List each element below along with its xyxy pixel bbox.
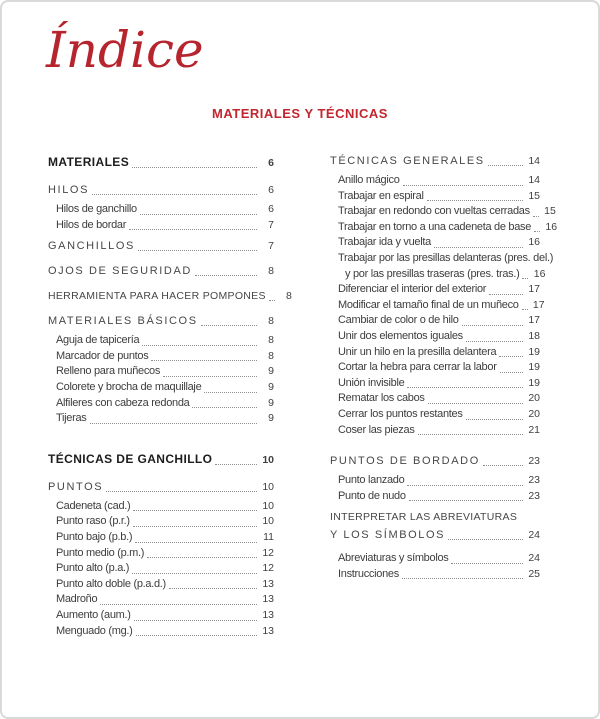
toc-entry-label: Marcador de puntos [56, 349, 149, 362]
dotted-leader [407, 387, 523, 388]
toc-entry-label: HILOS [48, 184, 90, 196]
dotted-leader [129, 229, 257, 230]
toc-row [48, 411, 274, 427]
toc-entry-label: INTERPRETAR LAS ABREVIATURAS [330, 511, 518, 524]
toc-row [48, 154, 274, 171]
toc-page-number: 19 [528, 345, 540, 358]
toc-entry-label: Alfileres con cabeza redonda [56, 396, 190, 409]
toc-entry-label: Modificar el tamaño final de un muñeco [338, 298, 519, 311]
dotted-leader [269, 300, 275, 301]
toc-page-number: 17 [532, 298, 545, 311]
toc-entry-label: MATERIALES BÁSICOS [48, 315, 198, 328]
dotted-leader [483, 465, 523, 466]
toc-row [330, 407, 540, 423]
toc-page-number: 25 [528, 567, 540, 580]
toc-page-number: 14 [528, 155, 540, 167]
toc-row [48, 546, 274, 562]
dotted-leader [134, 620, 257, 621]
toc-row [330, 267, 546, 283]
dotted-leader [192, 407, 257, 408]
toc-row [48, 349, 274, 365]
toc-entry-label: Abreviaturas y símbolos [338, 552, 449, 565]
dotted-leader [407, 485, 523, 486]
toc-entry-label: OJOS DE SEGURIDAD [48, 265, 192, 278]
toc-page-number: 24 [528, 552, 540, 565]
toc-column-left [48, 154, 292, 639]
toc-row [48, 380, 274, 396]
toc-row [48, 239, 274, 254]
toc-row [48, 451, 274, 468]
toc-row [48, 183, 274, 198]
toc-entry-label: Aguja de tapicería [56, 334, 140, 347]
toc-row [330, 391, 540, 407]
dotted-leader [147, 557, 257, 558]
toc-row [330, 313, 540, 329]
toc-page-number: 8 [268, 315, 274, 328]
toc-page-number: 14 [528, 174, 540, 186]
toc-page-number: 21 [528, 423, 540, 436]
dotted-leader [402, 578, 523, 579]
dotted-leader [418, 434, 523, 435]
toc-page-number: 24 [528, 529, 540, 542]
toc-page-number: 6 [268, 203, 274, 215]
toc-row [330, 551, 540, 567]
toc-entry-label: Punto de nudo [338, 489, 406, 502]
toc-page-number: 10 [262, 515, 274, 528]
dotted-leader [466, 419, 523, 420]
dotted-leader [138, 250, 257, 251]
toc-page-number: 7 [268, 240, 274, 253]
toc-page-number: 10 [262, 499, 274, 512]
toc-page-number: 13 [262, 624, 274, 637]
toc-page-number: 9 [268, 412, 274, 425]
dotted-leader [448, 539, 523, 540]
toc-row [48, 364, 274, 380]
toc-entry-label: HERRAMIENTA PARA HACER POMPONES [48, 290, 266, 303]
toc-page-number: 8 [268, 349, 274, 362]
toc-row [330, 329, 540, 345]
toc-columns [48, 154, 558, 639]
toc-entry-label: Madroño [56, 593, 98, 606]
dotted-leader [133, 510, 257, 511]
toc-page-number: 8 [268, 334, 274, 347]
toc-row [48, 514, 274, 530]
toc-row [330, 173, 540, 189]
toc-page-number: 8 [285, 290, 292, 303]
dotted-leader [466, 341, 523, 342]
toc-entry-label: TÉCNICAS DE GANCHILLO [48, 451, 213, 466]
dotted-leader [533, 216, 539, 217]
dotted-leader [136, 635, 257, 636]
toc-page-number: 6 [268, 157, 274, 169]
toc-entry-label: Trabajar en espiral [338, 189, 424, 202]
toc-entry-label: Diferenciar el interior del exterior [338, 283, 487, 296]
dotted-leader [489, 294, 523, 295]
toc-page-number: 12 [262, 546, 274, 559]
toc-page-number: 15 [528, 189, 540, 202]
dotted-leader [499, 356, 523, 357]
toc-page-number: 18 [528, 329, 540, 342]
dotted-leader [132, 167, 257, 168]
toc-page-number: 13 [262, 577, 274, 590]
toc-page-number: 16 [533, 267, 546, 280]
toc-row [330, 567, 540, 583]
toc-row [330, 360, 540, 376]
toc-entry-label: Colorete y brocha de maquillaje [56, 380, 202, 393]
toc-page-number: 9 [268, 396, 274, 409]
toc-page-number: 7 [268, 218, 274, 231]
toc-page-number: 13 [262, 593, 274, 606]
dotted-leader [151, 360, 257, 361]
toc-row [330, 528, 540, 543]
toc-row [330, 376, 540, 392]
toc-row [48, 530, 274, 546]
toc-entry-label: Unir un hilo en la presilla delantera [338, 345, 497, 358]
toc-entry-label: Cambiar de color o de hilo [338, 314, 459, 327]
toc-page-number: 15 [544, 205, 556, 218]
toc-page-number: 19 [528, 376, 540, 389]
toc-row [330, 235, 540, 251]
toc-page-number: 16 [545, 220, 558, 233]
toc-entry-label: Punto raso (p.r.) [56, 515, 130, 528]
toc-page-number: 23 [528, 489, 540, 502]
toc-row [330, 345, 540, 361]
toc-page-number: 10 [262, 480, 274, 493]
toc-entry-label: Trabajar por las presillas delanteras (pres. del.) [338, 251, 554, 264]
toc-entry-label: Rematar los cabos [338, 392, 425, 405]
dotted-leader [163, 376, 257, 377]
dotted-leader [140, 214, 257, 215]
toc-page-number: 17 [528, 314, 540, 327]
toc-page-number: 23 [528, 474, 540, 487]
dotted-leader [500, 372, 523, 373]
toc-row [330, 154, 540, 169]
toc-entry-label: Y LOS SÍMBOLOS [330, 529, 446, 542]
toc-entry-label: Punto alto doble (p.a.d.) [56, 577, 166, 590]
toc-row [48, 289, 292, 304]
dotted-leader [135, 542, 257, 543]
toc-page-number: 19 [528, 361, 540, 374]
dotted-leader [409, 500, 523, 501]
toc-row [330, 423, 540, 439]
toc-row [48, 577, 274, 593]
dotted-leader [92, 194, 257, 195]
dotted-leader [403, 185, 523, 186]
toc-row [48, 333, 274, 349]
toc-entry-label: Unión invisible [338, 376, 405, 389]
toc-page-number: 20 [528, 392, 540, 405]
toc-entry-label: Aumento (aum.) [56, 608, 131, 621]
toc-row [330, 220, 558, 236]
toc-row [330, 510, 540, 525]
toc-entry-label: Punto lanzado [338, 474, 405, 487]
toc-row [48, 592, 274, 608]
dotted-leader [90, 423, 258, 424]
toc-row [48, 314, 274, 329]
dotted-leader [132, 573, 257, 574]
toc-entry-label: Cortar la hebra para cerrar la labor [338, 361, 497, 374]
toc-entry-label: y por las presillas traseras (pres. tras.) [345, 267, 520, 280]
dotted-leader [201, 325, 257, 326]
toc-entry-label: Punto bajo (p.b.) [56, 530, 133, 543]
toc-row [48, 624, 274, 640]
toc-entry-label: Coser las piezas [338, 423, 415, 436]
toc-entry-label: Trabajar ida y vuelta [338, 236, 431, 249]
toc-page-number: 17 [528, 283, 540, 296]
toc-row [48, 499, 274, 515]
dotted-leader [488, 165, 523, 166]
toc-entry-label: Punto alto (p.a.) [56, 562, 130, 575]
toc-page-number: 12 [262, 562, 274, 575]
dotted-leader [142, 345, 257, 346]
toc-row [48, 264, 274, 279]
toc-page-number: 20 [528, 407, 540, 420]
toc-row [48, 218, 274, 234]
toc-entry-label: Instrucciones [338, 567, 399, 580]
toc-entry-label: Trabajar en torno a una cadeneta de base [338, 220, 532, 233]
dotted-leader [428, 403, 523, 404]
toc-page-number: 16 [528, 236, 540, 249]
toc-row [48, 608, 274, 624]
dotted-leader [522, 278, 528, 279]
dotted-leader [522, 309, 528, 310]
dotted-leader [215, 464, 257, 465]
toc-row [330, 489, 540, 505]
toc-entry-label: Hilos de bordar [56, 218, 127, 231]
toc-entry-label: PUNTOS [48, 480, 104, 493]
toc-row [330, 454, 540, 469]
toc-entry-label: Punto medio (p.m.) [56, 546, 145, 559]
toc-row [48, 396, 274, 412]
toc-row [48, 561, 274, 577]
toc-row [48, 202, 274, 218]
toc-entry-label: Cerrar los puntos restantes [338, 407, 463, 420]
toc-entry-label: Hilos de ganchillo [56, 203, 137, 215]
page-title: Índice [46, 21, 204, 79]
toc-row [48, 480, 274, 495]
toc-entry-label: Cadeneta (cad.) [56, 499, 131, 512]
toc-row [330, 298, 545, 314]
dotted-leader [100, 604, 257, 605]
toc-row [330, 251, 554, 267]
toc-page-number: 9 [268, 380, 274, 393]
dotted-leader [427, 200, 523, 201]
dotted-leader [133, 526, 257, 527]
toc-entry-label: Trabajar en redondo con vueltas cerradas [338, 205, 530, 218]
dotted-leader [534, 231, 540, 232]
toc-page-number: 13 [262, 608, 274, 621]
toc-entry-label: Menguado (mg.) [56, 624, 133, 637]
toc-page-number: 6 [268, 184, 274, 196]
toc-row [330, 204, 556, 220]
toc-entry-label: GANCHILLOS [48, 240, 135, 253]
toc-page-number: 11 [263, 530, 274, 543]
dotted-leader [434, 247, 523, 248]
dotted-leader [169, 588, 257, 589]
toc-entry-label: Tijeras [56, 412, 87, 425]
toc-entry-label: MATERIALES [48, 155, 130, 169]
dotted-leader [204, 392, 257, 393]
toc-page-number: 23 [528, 455, 540, 468]
dotted-leader [451, 563, 523, 564]
dotted-leader [195, 275, 257, 276]
toc-row [330, 473, 540, 489]
toc-entry-label: TÉCNICAS GENERALES [330, 155, 485, 167]
toc-row [330, 282, 540, 298]
toc-entry-label: Relleno para muñecos [56, 365, 161, 378]
dotted-leader [462, 325, 523, 326]
toc-page-number: 10 [262, 453, 274, 466]
toc-entry-label: Unir dos elementos iguales [338, 329, 463, 342]
toc-entry-label: Anillo mágico [338, 174, 400, 186]
toc-column-right [330, 154, 558, 639]
toc-entry-label: PUNTOS DE BORDADO [330, 455, 480, 468]
toc-page-number: 8 [268, 265, 274, 278]
section-header: MATERIALES Y TÉCNICAS [212, 106, 388, 121]
toc-page-number: 9 [268, 365, 274, 378]
toc-row [330, 189, 540, 205]
dotted-leader [106, 491, 257, 492]
